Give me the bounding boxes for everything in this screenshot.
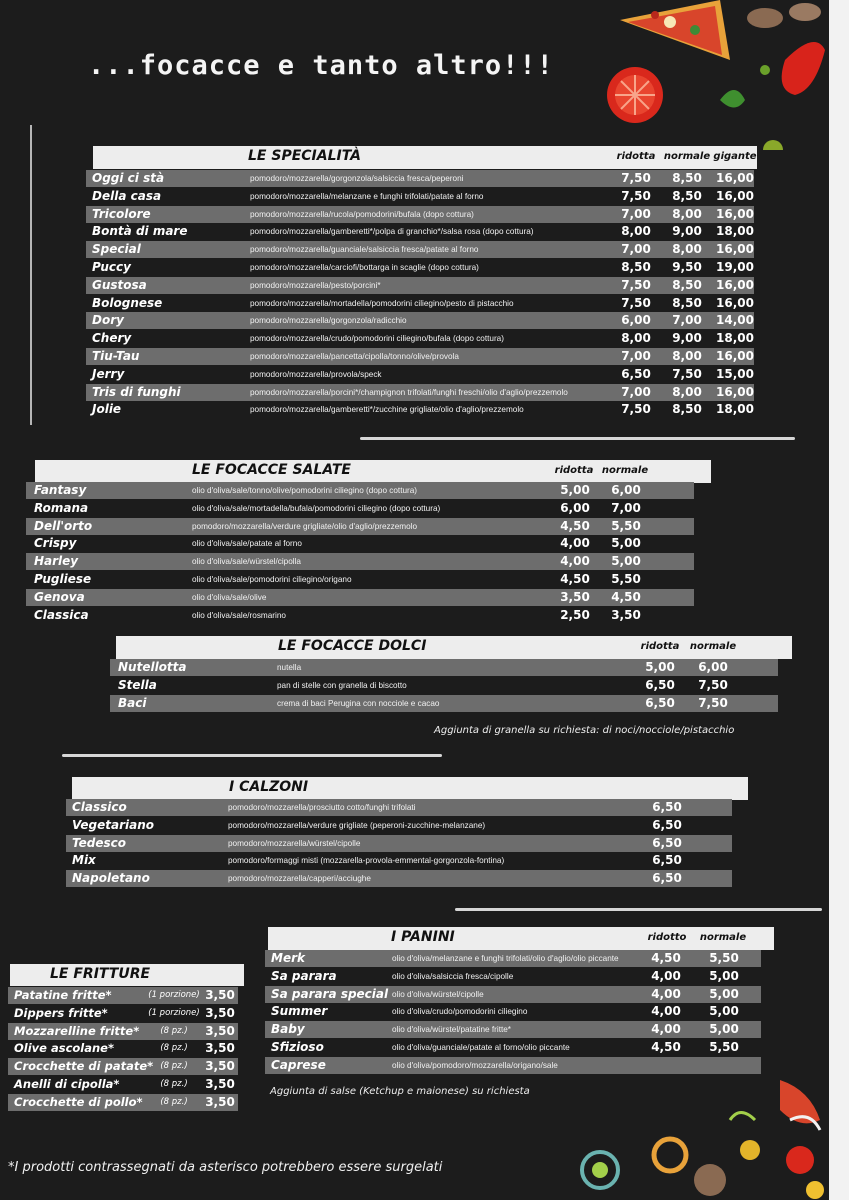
item-ingredients: pan di stelle con granella di biscotto (277, 680, 407, 690)
menu-row (26, 518, 694, 535)
menu-row (26, 553, 694, 570)
item-ingredients: nutella (277, 663, 302, 672)
item-name: Tris di funghi (92, 384, 181, 399)
menu-row (26, 535, 694, 552)
menu-row (86, 366, 754, 383)
menu-row (26, 482, 694, 499)
item-price-gigante: 16,00 (716, 384, 754, 399)
item-price-gigante: 16,00 (716, 171, 754, 185)
item-ingredients: pomodoro/mozzarella/pancetta/cipolla/tonno/olive/provola (250, 352, 459, 361)
item-price-normale: 5,50 (709, 951, 739, 965)
item-name: Anelli di cipolla* (14, 1077, 120, 1091)
item-ingredients: olio d'oliva/sale/mortadella/bufala/pomodorini ciliegino (dopo cottura) (192, 503, 441, 513)
item-price-normale: 3,50 (611, 607, 641, 622)
item-price-ridotta: 7,50 (621, 295, 651, 310)
item-ingredients: pomodoro/mozzarella/porcini*/champignon trifolati/funghi freschi/olio d'aglio/prezzemolo (250, 387, 568, 397)
item-portion: (8 pz.) (160, 1043, 188, 1054)
item-name: Tedesco (72, 835, 127, 850)
item-ingredients: pomodoro/mozzarella/verdure grigliate (peperoni-zucchine-melanzane) (228, 820, 486, 830)
item-name: Della casa (92, 188, 162, 203)
menu-row (265, 1003, 761, 1020)
item-ingredients: pomodoro/mozzarella/guanciale/salsiccia fresca/patate al forno (250, 245, 479, 255)
item-price-ridotto: 4,00 (651, 1004, 681, 1019)
item-price: 3,50 (205, 1041, 235, 1056)
item-price: 6,50 (652, 835, 682, 850)
item-price-normale: 6,00 (698, 660, 728, 674)
item-price-ridotta: 4,00 (560, 554, 590, 569)
item-price-normale: 9,00 (672, 331, 702, 346)
item-portion: (8 pz.) (160, 1061, 188, 1072)
menu-row (86, 312, 754, 329)
item-price-normale: 8,50 (672, 402, 702, 417)
item-name: Baby (271, 1022, 305, 1037)
item-price-ridotto: 4,00 (651, 986, 681, 1001)
menu-row (110, 695, 778, 712)
menu-row (8, 1076, 238, 1093)
item-price-gigante: 16,00 (716, 349, 754, 363)
item-price-normale: 5,50 (611, 518, 641, 533)
menu-row (86, 348, 754, 365)
item-price-ridotta: 6,00 (621, 313, 651, 328)
item-ingredients: pomodoro/mozzarella/würstel/cipolle (228, 838, 361, 848)
item-price-normale: 8,00 (672, 384, 702, 399)
item-price-gigante: 18,00 (716, 402, 754, 417)
item-ingredients: olio d'oliva/sale/patate al forno (192, 539, 302, 549)
menu-row (86, 384, 754, 401)
item-ingredients: pomodoro/mozzarella/gamberetti*/zucchine grigliate/olio d'aglio/prezzemolo (250, 405, 524, 415)
item-name: Gustosa (92, 277, 147, 292)
column-header-normale: normale (601, 465, 649, 476)
item-ingredients: olio d'oliva/sale/tonno/olive/pomodorini ciliegino (dopo cottura) (192, 486, 418, 495)
item-ingredients: pomodoro/mozzarella/verdure grigliate/olio d'aglio/prezzemolo (192, 521, 418, 531)
item-ingredients: olio d'oliva/sale/würstel/cipolla (192, 557, 301, 567)
column-header-normale: normale (699, 932, 747, 943)
item-price-gigante: 16,00 (716, 188, 754, 203)
menu-row (86, 170, 754, 187)
item-price: 6,50 (652, 800, 682, 814)
item-price: 3,50 (205, 1059, 235, 1074)
item-price-ridotta: 6,50 (645, 695, 675, 710)
item-price-ridotta: 7,00 (621, 206, 651, 221)
footnote: *I prodotti contrassegnati da asterisco potrebbero essere surgelati (8, 1160, 443, 1175)
item-name: Tricolore (92, 206, 151, 221)
item-price-normale: 8,50 (672, 188, 702, 203)
menu-row (110, 677, 778, 694)
item-name: Tiu-Tau (92, 349, 140, 363)
item-name: Crocchette di pollo* (14, 1094, 143, 1109)
item-portion: (8 pz.) (160, 1025, 188, 1036)
item-price-normale: 5,00 (709, 1022, 739, 1037)
item-name: Sa parara special (271, 986, 389, 1001)
page-headline: ...focacce e tanto altro!!! (88, 50, 554, 81)
item-price-ridotta: 4,00 (560, 536, 590, 551)
menu-row (26, 500, 694, 517)
column-header-ridotta: ridotta (616, 151, 656, 162)
item-price-ridotta: 7,50 (621, 171, 651, 185)
menu-row (66, 870, 732, 887)
item-price-ridotta: 3,50 (560, 589, 590, 604)
item-price-normale: 7,00 (611, 500, 641, 515)
section-title: LE FOCACCE DOLCI (278, 638, 427, 654)
item-price-ridotta: 8,00 (621, 331, 651, 346)
item-name: Stella (118, 677, 157, 692)
item-price-ridotta: 7,00 (621, 384, 651, 399)
item-price-ridotto: 4,00 (651, 1022, 681, 1037)
item-name: Merk (271, 951, 305, 965)
item-price-normale: 5,00 (709, 968, 739, 983)
item-price-normale: 5,50 (709, 1040, 739, 1054)
item-name: Sa parara (271, 968, 337, 983)
item-name: Classica (34, 607, 89, 622)
item-name: Jolie (92, 402, 122, 417)
item-price-normale: 5,00 (709, 1004, 739, 1019)
paper-edge (829, 0, 849, 1200)
item-portion: (1 porzione) (148, 990, 200, 1000)
pizza-slice-illustration (600, 0, 829, 150)
item-ingredients: pomodoro/mozzarella/pesto/porcini* (250, 280, 381, 290)
item-name: Sfizioso (271, 1040, 324, 1054)
item-price-normale: 4,50 (611, 589, 641, 604)
item-name: Dell'orto (34, 518, 93, 533)
item-price-normale: 8,00 (672, 206, 702, 221)
column-header-gigante: gigante (713, 151, 757, 162)
menu-row (265, 1039, 761, 1056)
menu-row (8, 1023, 238, 1040)
menu-row (66, 835, 732, 852)
item-ingredients: crema di baci Perugina con nocciole e cacao (277, 698, 440, 708)
item-price-ridotta: 7,50 (621, 402, 651, 417)
item-price-gigante: 18,00 (716, 224, 754, 239)
item-name: Napoletano (72, 871, 150, 886)
menu-row (86, 277, 754, 294)
item-price-ridotta: 8,50 (621, 260, 651, 274)
item-price-gigante: 16,00 (716, 206, 754, 221)
item-name: Oggi ci stà (92, 171, 165, 185)
item-price-ridotta: 2,50 (560, 607, 590, 622)
menu-row (265, 1057, 761, 1074)
item-price-ridotta: 4,50 (560, 518, 590, 533)
item-ingredients: olio d'oliva/guanciale/patate al forno/olio piccante (392, 1043, 570, 1052)
item-ingredients: olio d'oliva/würstel/cipolle (392, 989, 484, 999)
item-price: 6,50 (652, 817, 682, 832)
item-name: Patatine fritte* (14, 988, 112, 1002)
menu-row (8, 1058, 238, 1075)
item-price-ridotta: 8,00 (621, 224, 651, 239)
item-name: Bontà di mare (92, 224, 188, 239)
section-title: I PANINI (391, 929, 455, 945)
menu-row (86, 401, 754, 418)
item-price-normale: 8,50 (672, 171, 702, 185)
item-ingredients: pomodoro/mozzarella/prosciutto cotto/funghi trifolati (228, 803, 416, 812)
menu-row (86, 241, 754, 258)
item-ingredients: olio d'oliva/melanzane e funghi trifolati/olio d'aglio/olio piccante (392, 954, 619, 963)
item-name: Romana (34, 500, 89, 515)
section-header (268, 927, 774, 950)
item-price: 3,50 (205, 1005, 235, 1020)
item-name: Chery (92, 331, 132, 346)
item-ingredients: olio d'oliva/crudo/pomodorini ciliegino (392, 1007, 528, 1017)
item-name: Dory (92, 313, 124, 328)
item-ingredients: olio d'oliva/salsiccia fresca/cipolle (392, 971, 514, 981)
chalk-divider (455, 908, 822, 911)
section-header (72, 777, 748, 800)
item-name: Caprese (271, 1057, 326, 1072)
item-price-normale: 5,00 (709, 986, 739, 1001)
item-name: Nutellotta (118, 660, 187, 674)
item-price-normale: 7,50 (698, 695, 728, 710)
chalk-divider (62, 754, 442, 757)
item-price-gigante: 14,00 (716, 313, 754, 328)
section-header (116, 636, 792, 659)
chalk-divider (360, 437, 795, 440)
menu-row (86, 206, 754, 223)
item-price-ridotta: 7,00 (621, 349, 651, 363)
item-price-normale: 9,00 (672, 224, 702, 239)
item-portion: (8 pz.) (160, 1079, 188, 1089)
item-price-ridotto: 4,50 (651, 951, 681, 965)
item-price: 6,50 (652, 853, 682, 868)
item-ingredients: pomodoro/mozzarella/mortadella/pomodorini ciliegino/pesto di pistacchio (250, 298, 514, 308)
item-price-normale: 9,50 (672, 260, 702, 274)
item-price-ridotta: 6,50 (645, 677, 675, 692)
item-price-ridotto: 4,00 (651, 968, 681, 983)
item-price-gigante: 19,00 (716, 260, 754, 274)
item-ingredients: pomodoro/mozzarella/melanzane e funghi trifolati/patate al forno (250, 191, 484, 201)
item-ingredients: olio d'oliva/sale/rosmarino (192, 610, 286, 620)
menu-row (265, 968, 761, 985)
menu-row (66, 852, 732, 869)
item-ingredients: pomodoro/mozzarella/capperi/acciughe (228, 874, 371, 884)
menu-row (86, 330, 754, 347)
item-price-ridotto: 4,50 (651, 1040, 681, 1054)
item-ingredients: pomodoro/mozzarella/carciofi/bottarga in scaglie (dopo cottura) (250, 263, 479, 272)
item-ingredients: olio d'oliva/sale/pomodorini ciliegino/origano (192, 575, 352, 584)
column-header-ridotto: ridotto (647, 932, 687, 943)
item-price-gigante: 15,00 (716, 366, 754, 381)
item-ingredients: pomodoro/mozzarella/crudo/pomodorini ciliegino/bufala (dopo cottura) (250, 334, 504, 344)
menu-row (86, 259, 754, 276)
item-ingredients: olio d'oliva/würstel/patatine fritte* (392, 1025, 511, 1035)
item-price-normale: 6,00 (611, 483, 641, 497)
item-name: Puccy (92, 260, 131, 274)
section-header (10, 964, 244, 986)
item-price-normale: 5,00 (611, 554, 641, 569)
item-name: Crispy (34, 536, 77, 551)
item-name: Olive ascolane* (14, 1041, 114, 1056)
menu-row (66, 799, 732, 816)
item-name: Baci (118, 695, 147, 710)
item-price-ridotta: 7,50 (621, 277, 651, 292)
menu-row (8, 1040, 238, 1057)
menu-row (8, 1005, 238, 1022)
item-price-gigante: 18,00 (716, 331, 754, 346)
menu-row (265, 986, 761, 1003)
item-price: 3,50 (205, 1094, 235, 1109)
section-title: LE FOCACCE SALATE (192, 462, 351, 478)
item-name: Mix (72, 853, 96, 868)
item-ingredients: pomodoro/formaggi misti (mozzarella-provola-emmental-gorgonzola-fontina) (228, 856, 505, 866)
column-header-normale: normale (689, 641, 737, 652)
item-name: Fantasy (34, 483, 87, 497)
item-price-gigante: 16,00 (716, 242, 754, 257)
item-name: Crocchette di patate* (14, 1059, 154, 1074)
item-portion: (8 pz.) (160, 1096, 188, 1107)
item-ingredients: pomodoro/mozzarella/rucola/pomodorini/bufala (dopo cottura) (250, 209, 474, 219)
section-title: LE FRITTURE (50, 966, 151, 982)
item-name: Vegetariano (72, 817, 155, 832)
item-price-gigante: 16,00 (716, 277, 754, 292)
item-price-ridotta: 7,50 (621, 188, 651, 203)
dolci-note: Aggiunta di granella su richiesta: di noci/nocciole/pistacchio (434, 725, 735, 736)
chalk-vertical-line (30, 125, 32, 425)
panini-note: Aggiunta di salse (Ketchup e maionese) su richiesta (270, 1086, 530, 1097)
menu-row (8, 1094, 238, 1111)
item-ingredients: pomodoro/mozzarella/provola/speck (250, 369, 382, 379)
menu-row (26, 607, 694, 624)
menu-row (26, 589, 694, 606)
column-header-normale: normale (663, 151, 711, 162)
item-ingredients: pomodoro/mozzarella/gamberetti*/polpa di granchio*/salsa rosa (dopo cottura) (250, 227, 534, 237)
section-title: LE SPECIALITÀ (248, 148, 362, 164)
item-name: Genova (34, 589, 85, 604)
menu-row (8, 987, 238, 1004)
item-price-gigante: 16,00 (716, 295, 754, 310)
item-price-ridotta: 5,00 (560, 483, 590, 497)
item-name: Dippers fritte* (14, 1005, 108, 1020)
item-price: 6,50 (652, 871, 682, 886)
item-name: Special (92, 242, 141, 257)
section-header (93, 146, 757, 169)
item-price-normale: 5,50 (611, 572, 641, 586)
item-name: Classico (72, 800, 127, 814)
item-price-normale: 8,00 (672, 349, 702, 363)
item-price-ridotta: 5,00 (645, 660, 675, 674)
menu-row (86, 223, 754, 240)
item-name: Harley (34, 554, 79, 569)
menu-row (110, 659, 778, 676)
item-ingredients: pomodoro/mozzarella/gorgonzola/salsiccia fresca/peperoni (250, 174, 464, 183)
item-price-ridotta: 4,50 (560, 572, 590, 586)
item-price-ridotta: 6,00 (560, 500, 590, 515)
menu-row (86, 188, 754, 205)
item-name: Bolognese (92, 295, 163, 310)
item-price-normale: 7,00 (672, 313, 702, 328)
item-name: Jerry (92, 366, 125, 381)
menu-row (26, 571, 694, 588)
item-price-ridotta: 6,50 (621, 366, 651, 381)
item-price-normale: 8,50 (672, 277, 702, 292)
item-name: Summer (271, 1004, 328, 1019)
item-ingredients: pomodoro/mozzarella/gorgonzola/radicchio (250, 316, 407, 326)
item-price-normale: 5,00 (611, 536, 641, 551)
section-title: I CALZONI (229, 779, 309, 795)
menu-row (265, 950, 761, 967)
item-price-normale: 8,00 (672, 242, 702, 257)
item-price-normale: 7,50 (698, 677, 728, 692)
menu-row (66, 817, 732, 834)
item-price-normale: 7,50 (672, 366, 702, 381)
item-portion: (1 porzione) (148, 1007, 200, 1018)
item-name: Pugliese (34, 572, 92, 586)
item-price: 3,50 (205, 1077, 235, 1091)
menu-row (265, 1021, 761, 1038)
item-ingredients: olio d'oliva/pomodoro/mozzarella/origano/sale (392, 1060, 558, 1070)
column-header-ridotta: ridotta (554, 465, 594, 476)
item-price-ridotta: 7,00 (621, 242, 651, 257)
item-price: 3,50 (205, 988, 235, 1002)
column-header-ridotta: ridotta (640, 641, 680, 652)
section-header (35, 460, 711, 483)
item-name: Mozzarelline fritte* (14, 1023, 140, 1038)
item-price-normale: 8,50 (672, 295, 702, 310)
item-ingredients: olio d'oliva/sale/olive (192, 592, 267, 602)
item-price: 3,50 (205, 1023, 235, 1038)
menu-row (86, 295, 754, 312)
